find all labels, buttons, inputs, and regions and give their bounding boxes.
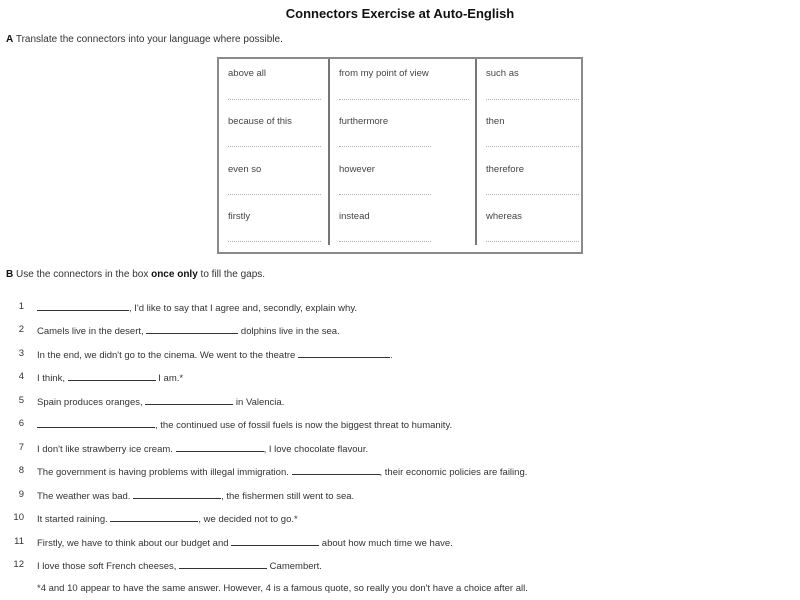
question-text-before: Camels live in the desert, [37, 326, 147, 337]
question-text [37, 418, 452, 431]
question-text-after: . [389, 350, 393, 361]
question-text-before: I think, [37, 373, 68, 384]
question-number: 11 [14, 536, 24, 547]
translation-line[interactable] [486, 146, 579, 147]
question-text [37, 395, 284, 408]
question-text-before: Spain produces oranges, [37, 397, 146, 408]
question-number: 2 [18, 324, 24, 335]
section-b-text-post: to fill the gaps. [197, 269, 266, 280]
answer-blank[interactable] [145, 395, 233, 405]
footnote: *4 and 10 appear to have the same answer. However, 4 is a famous quote, so really you don't have a choice after all. [37, 583, 528, 594]
question-text [37, 465, 527, 478]
answer-blank[interactable] [176, 442, 264, 452]
connector-word: furthermore [339, 116, 389, 127]
question-number: 4 [18, 371, 24, 382]
question-text [37, 489, 354, 502]
question-text [37, 348, 393, 361]
question-number: 12 [13, 559, 24, 570]
question-text-after: , the continued use of fossil fuels is now the biggest threat to humanity. [155, 420, 453, 431]
connector-word: such as [486, 68, 519, 79]
answer-blank[interactable] [133, 489, 221, 499]
question-text-before: It started raining. [37, 514, 111, 525]
question-text-after: I am.* [155, 373, 184, 384]
connector-word: above all [228, 68, 267, 79]
question-text-before: The government is having problems with illegal immigration. [37, 467, 292, 478]
connectors-column-3 [475, 59, 583, 245]
answer-blank[interactable] [292, 465, 380, 475]
connector-word: from my point of view [339, 68, 429, 79]
question-text-after: , we decided not to go.* [198, 514, 298, 525]
section-a-instruction [6, 34, 283, 45]
connector-word: firstly [228, 211, 251, 222]
translation-line[interactable] [339, 99, 469, 100]
question-text-after: , their economic policies are failing. [379, 467, 528, 478]
question-number: 1 [18, 301, 24, 312]
page-title: Connectors Exercise at Auto-English [285, 6, 515, 21]
connector-word: because of this [228, 116, 292, 127]
section-b-text-bold: once only [151, 269, 198, 280]
answer-blank[interactable] [110, 512, 198, 522]
question-text-after: , I love chocolate flavour. [263, 444, 369, 455]
question-text [37, 559, 322, 572]
question-number: 10 [13, 512, 24, 523]
translation-line[interactable] [486, 99, 579, 100]
section-b-instruction [6, 269, 265, 280]
question-text [37, 512, 298, 525]
translation-line[interactable] [486, 194, 579, 195]
connector-word: instead [339, 211, 370, 222]
question-number: 5 [18, 395, 24, 406]
translation-line[interactable] [339, 146, 431, 147]
connector-word: then [486, 116, 505, 127]
question-text [37, 324, 340, 337]
translation-line[interactable] [339, 241, 431, 242]
question-number: 6 [18, 418, 24, 429]
section-b-text-pre: Use the connectors in the box [16, 269, 152, 280]
question-text [37, 371, 183, 384]
question-number: 9 [18, 489, 24, 500]
translation-line[interactable] [486, 241, 579, 242]
question-text-before: In the end, we didn't go to the cinema. We went to the theatre [37, 350, 298, 361]
question-text [37, 442, 368, 455]
connector-word: however [339, 164, 375, 175]
question-text-after: in Valencia. [233, 397, 285, 408]
question-text-after: about how much time we have. [319, 538, 453, 549]
answer-blank[interactable] [298, 348, 390, 358]
question-text-after: dolphins live in the sea. [238, 326, 340, 337]
translation-line[interactable] [339, 194, 431, 195]
connectors-box [217, 57, 583, 254]
answer-blank[interactable] [37, 418, 155, 428]
connectors-column-1 [219, 59, 328, 252]
answer-blank[interactable] [231, 536, 319, 546]
answer-blank[interactable] [146, 324, 238, 334]
question-text-before: I love those soft French cheeses, [37, 561, 180, 572]
question-text-before: I don't like strawberry ice cream. [37, 444, 176, 455]
question-text-after: , the fishermen still went to sea. [221, 491, 355, 502]
section-a-letter: A [6, 34, 14, 45]
connector-word: therefore [486, 164, 525, 175]
question-text [37, 536, 453, 549]
translation-line[interactable] [228, 146, 321, 147]
section-a-text: Translate the connectors into your language where possible. [15, 34, 283, 45]
question-number: 7 [18, 442, 24, 453]
translation-line[interactable] [228, 194, 321, 195]
translation-line[interactable] [228, 241, 321, 242]
section-b-letter: B [6, 269, 14, 280]
question-text [37, 301, 357, 314]
question-number: 3 [18, 348, 24, 359]
question-number: 8 [18, 465, 24, 476]
question-text-before: The weather was bad. [37, 491, 134, 502]
connector-word: even so [228, 164, 262, 175]
connector-word: whereas [486, 211, 522, 222]
question-text-after: Camembert. [267, 561, 322, 572]
answer-blank[interactable] [179, 559, 267, 569]
connectors-column-2 [328, 59, 477, 245]
question-text-before: Firstly, we have to think about our budget and [37, 538, 232, 549]
answer-blank[interactable] [68, 371, 156, 381]
answer-blank[interactable] [37, 301, 129, 311]
question-text-after: , I'd like to say that I agree and, secondly, explain why. [129, 303, 358, 314]
translation-line[interactable] [228, 99, 321, 100]
